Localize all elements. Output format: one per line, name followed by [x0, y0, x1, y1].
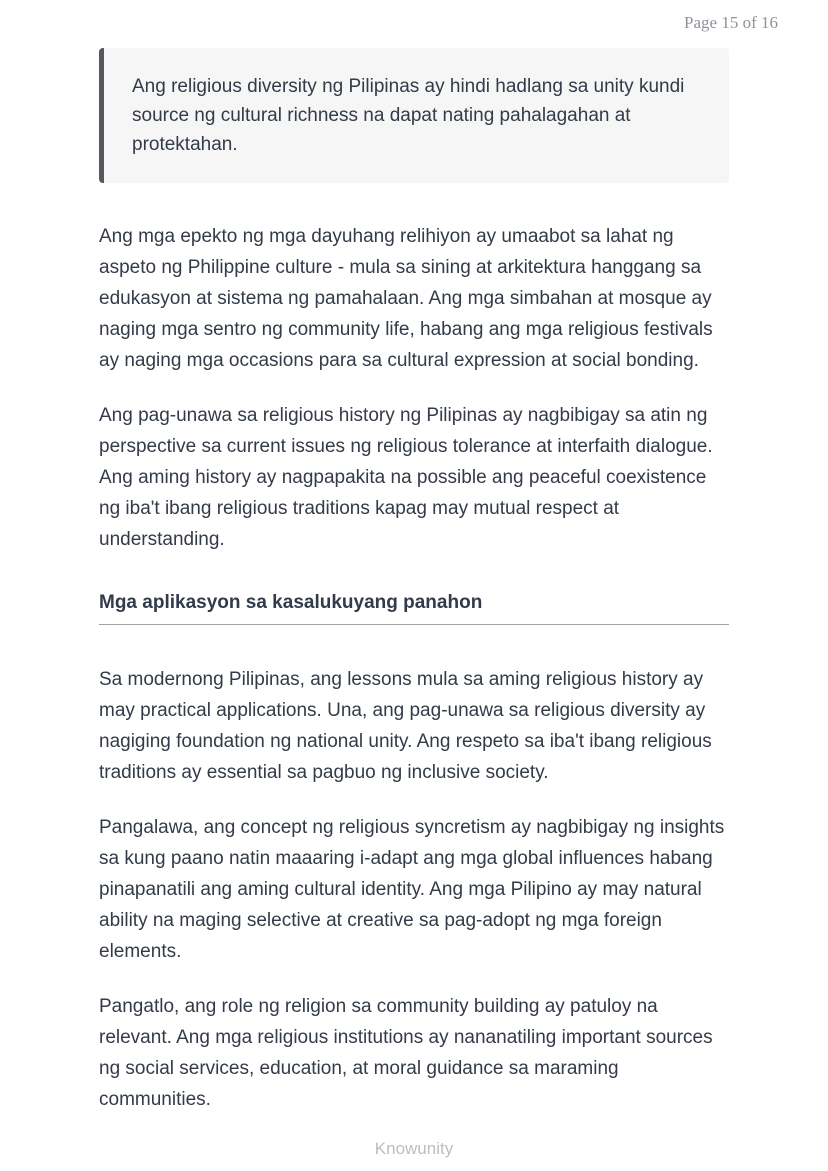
page-content — [99, 48, 729, 1115]
paragraph-pag-unawa: Ang pag-unawa sa religious history ng Pilipinas ay nagbibigay sa atin ng perspective sa current issues ng religious tolerance at interfaith dialogue. Ang aming history ay nagpapakita na possible ang peaceful coexistence ng iba't ibang religious traditions kapag may mutual respect at understanding. — [99, 405, 713, 550]
brand-watermark: Knowunity — [374, 1139, 454, 1158]
paragraph-pangalawa: Pangalawa, ang concept ng religious syncretism ay nagbibigay ng insights sa kung paano natin maaaring i-adapt ang mga global influences habang pinapanatili ang aming cultural identity. Ang mga Pilipino ay may natural ability na maging selective at creative sa pag-adopt ng mga foreign elements. — [99, 817, 725, 962]
quote-block — [99, 48, 729, 183]
page-footer — [0, 1139, 828, 1159]
quote-text: Ang religious diversity ng Pilipinas ay hindi hadlang sa unity kundi source ng cultural richness na dapat nating pahalagahan at protektahan. — [132, 76, 685, 155]
paragraph-epekto: Ang mga epekto ng mga dayuhang relihiyon ay umaabot sa lahat ng aspeto ng Philippine culture - mula sa sining at arkitektura hanggang sa edukasyon at sistema ng pamahalaan. Ang mga simbahan at mosque ay naging mga sentro ng community life, habang ang mga religious festivals ay naging mga occasions para sa cultural expression at social bonding. — [99, 226, 713, 371]
paragraph-modernong: Sa modernong Pilipinas, ang lessons mula sa aming religious history ay may practical applications. Una, ang pag-unawa sa religious diversity ay nagiging foundation ng national unity. Ang respeto sa iba't ibang religious traditions ay essential sa pagbuo ng inclusive society. — [99, 669, 712, 783]
page-indicator: Page 15 of 16 — [684, 13, 778, 32]
paragraph-pangatlo: Pangatlo, ang role ng religion sa community building ay patuloy na relevant. Ang mga religious institutions ay nananatiling important sources ng social services, education, at moral guidance sa maraming communities. — [99, 996, 713, 1110]
page-header — [0, 0, 828, 35]
section-heading: Mga aplikasyon sa kasalukuyang panahon — [99, 592, 483, 613]
heading-divider — [99, 624, 729, 625]
